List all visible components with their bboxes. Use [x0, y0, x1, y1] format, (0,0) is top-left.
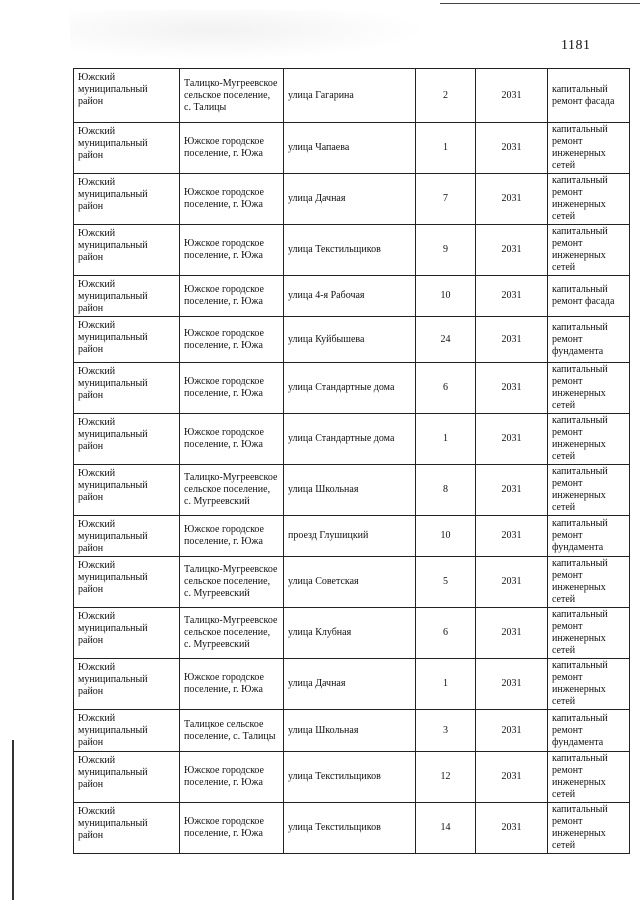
street-cell: улица Школьная: [284, 710, 416, 752]
work-type-cell: капитальный ремонт инженерных сетей: [548, 752, 630, 803]
binder-mark: [12, 740, 14, 900]
year-cell: 2031: [476, 363, 548, 414]
table-row: [74, 123, 630, 174]
year-cell: 2031: [476, 69, 548, 123]
house-number-cell: 1: [416, 123, 476, 174]
house-number-cell: 12: [416, 752, 476, 803]
work-type-cell: капитальный ремонт фасада: [548, 276, 630, 317]
year-cell: 2031: [476, 659, 548, 710]
street-cell: улица Чапаева: [284, 123, 416, 174]
year-cell: 2031: [476, 710, 548, 752]
table-row: [74, 69, 630, 123]
settlement-cell: Южское городское поселение, г. Южа: [180, 803, 284, 854]
district-cell: Южский муниципальный район: [74, 363, 180, 414]
house-number-cell: 2: [416, 69, 476, 123]
street-cell: улица Текстильщиков: [284, 225, 416, 276]
year-cell: 2031: [476, 174, 548, 225]
work-type-cell: капитальный ремонт фундамента: [548, 710, 630, 752]
work-type-cell: капитальный ремонт инженерных сетей: [548, 659, 630, 710]
work-type-cell: капитальный ремонт фундамента: [548, 317, 630, 363]
work-type-cell: капитальный ремонт инженерных сетей: [548, 174, 630, 225]
settlement-cell: Талицко-Мугреевское сельское поселение, с. Мугреевский: [180, 608, 284, 659]
street-cell: улица Советская: [284, 557, 416, 608]
street-cell: улица Школьная: [284, 465, 416, 516]
district-cell: Южский муниципальный район: [74, 225, 180, 276]
street-cell: улица Куйбышева: [284, 317, 416, 363]
year-cell: 2031: [476, 557, 548, 608]
street-cell: улица Стандартные дома: [284, 414, 416, 465]
table-row: [74, 414, 630, 465]
settlement-cell: Талицко-Мугреевское сельское поселение, с. Мугреевский: [180, 557, 284, 608]
settlement-cell: Южское городское поселение, г. Южа: [180, 276, 284, 317]
year-cell: 2031: [476, 803, 548, 854]
street-cell: улица Текстильщиков: [284, 752, 416, 803]
district-cell: Южский муниципальный район: [74, 752, 180, 803]
work-type-cell: капитальный ремонт инженерных сетей: [548, 803, 630, 854]
house-number-cell: 10: [416, 276, 476, 317]
work-type-cell: капитальный ремонт инженерных сетей: [548, 363, 630, 414]
year-cell: 2031: [476, 123, 548, 174]
work-type-cell: капитальный ремонт инженерных сетей: [548, 465, 630, 516]
district-cell: Южский муниципальный район: [74, 69, 180, 123]
year-cell: 2031: [476, 465, 548, 516]
house-number-cell: 1: [416, 414, 476, 465]
district-cell: Южский муниципальный район: [74, 123, 180, 174]
house-number-cell: 6: [416, 363, 476, 414]
district-cell: Южский муниципальный район: [74, 608, 180, 659]
year-cell: 2031: [476, 608, 548, 659]
settlement-cell: Талицко-Мугреевское сельское поселение, с. Мугреевский: [180, 465, 284, 516]
year-cell: 2031: [476, 516, 548, 557]
work-type-cell: капитальный ремонт инженерных сетей: [548, 123, 630, 174]
settlement-cell: Южское городское поселение, г. Южа: [180, 225, 284, 276]
house-number-cell: 5: [416, 557, 476, 608]
house-number-cell: 10: [416, 516, 476, 557]
street-cell: улица Гагарина: [284, 69, 416, 123]
work-type-cell: капитальный ремонт инженерных сетей: [548, 608, 630, 659]
year-cell: 2031: [476, 317, 548, 363]
district-cell: Южский муниципальный район: [74, 414, 180, 465]
street-cell: улица Дачная: [284, 174, 416, 225]
work-type-cell: капитальный ремонт инженерных сетей: [548, 557, 630, 608]
settlement-cell: Южское городское поселение, г. Южа: [180, 752, 284, 803]
district-cell: Южский муниципальный район: [74, 557, 180, 608]
settlement-cell: Талицко-Мугреевское сельское поселение, с. Талицы: [180, 69, 284, 123]
settlement-cell: Южское городское поселение, г. Южа: [180, 659, 284, 710]
house-number-cell: 3: [416, 710, 476, 752]
page-number: 1181: [561, 38, 591, 53]
settlement-cell: Талицкое сельское поселение, с. Талицы: [180, 710, 284, 752]
street-cell: улица Текстильщиков: [284, 803, 416, 854]
district-cell: Южский муниципальный район: [74, 659, 180, 710]
housing-repair-table: [73, 68, 630, 854]
district-cell: Южский муниципальный район: [74, 516, 180, 557]
district-cell: Южский муниципальный район: [74, 317, 180, 363]
table-row: [74, 608, 630, 659]
work-type-cell: капитальный ремонт инженерных сетей: [548, 414, 630, 465]
street-cell: улица Дачная: [284, 659, 416, 710]
district-cell: Южский муниципальный район: [74, 710, 180, 752]
house-number-cell: 14: [416, 803, 476, 854]
table-row: [74, 803, 630, 854]
house-number-cell: 7: [416, 174, 476, 225]
year-cell: 2031: [476, 752, 548, 803]
settlement-cell: Южское городское поселение, г. Южа: [180, 363, 284, 414]
top-rule: [440, 3, 640, 4]
house-number-cell: 24: [416, 317, 476, 363]
settlement-cell: Южское городское поселение, г. Южа: [180, 174, 284, 225]
street-cell: проезд Глушицкий: [284, 516, 416, 557]
district-cell: Южский муниципальный район: [74, 276, 180, 317]
table-row: [74, 363, 630, 414]
settlement-cell: Южское городское поселение, г. Южа: [180, 516, 284, 557]
year-cell: 2031: [476, 414, 548, 465]
street-cell: улица Стандартные дома: [284, 363, 416, 414]
table-row: [74, 752, 630, 803]
house-number-cell: 8: [416, 465, 476, 516]
table-row: [74, 317, 630, 363]
house-number-cell: 9: [416, 225, 476, 276]
table-row: [74, 659, 630, 710]
table-row: [74, 276, 630, 317]
table-row: [74, 174, 630, 225]
street-cell: улица Клубная: [284, 608, 416, 659]
table-row: [74, 557, 630, 608]
table-body: [74, 69, 630, 854]
settlement-cell: Южское городское поселение, г. Южа: [180, 123, 284, 174]
table-row: [74, 710, 630, 752]
table-row: [74, 465, 630, 516]
street-cell: улица 4-я Рабочая: [284, 276, 416, 317]
settlement-cell: Южское городское поселение, г. Южа: [180, 414, 284, 465]
district-cell: Южский муниципальный район: [74, 174, 180, 225]
year-cell: 2031: [476, 276, 548, 317]
district-cell: Южский муниципальный район: [74, 803, 180, 854]
district-cell: Южский муниципальный район: [74, 465, 180, 516]
year-cell: 2031: [476, 225, 548, 276]
work-type-cell: капитальный ремонт инженерных сетей: [548, 225, 630, 276]
settlement-cell: Южское городское поселение, г. Южа: [180, 317, 284, 363]
work-type-cell: капитальный ремонт фасада: [548, 69, 630, 123]
table-row: [74, 516, 630, 557]
scan-artifact: [70, 10, 430, 60]
house-number-cell: 6: [416, 608, 476, 659]
house-number-cell: 1: [416, 659, 476, 710]
table-row: [74, 225, 630, 276]
work-type-cell: капитальный ремонт фундамента: [548, 516, 630, 557]
